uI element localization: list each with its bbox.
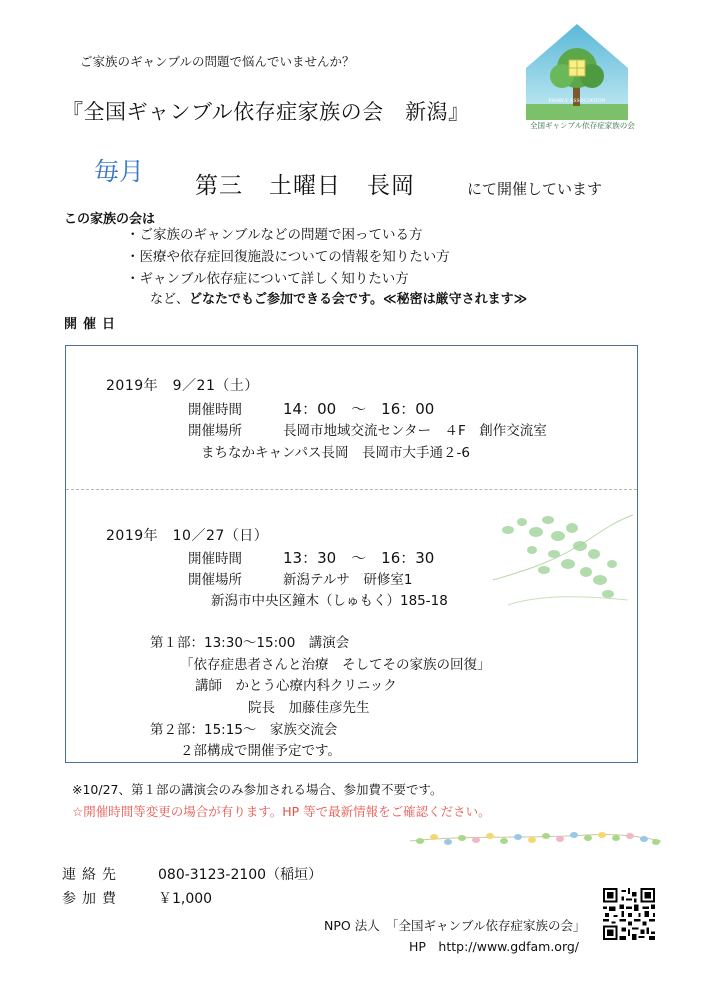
event-venue: 長岡市地域交流センター ４F 創作交流室: [283, 423, 547, 439]
intro-closing: [150, 288, 527, 307]
schedule-suffix: にて開催しています: [467, 180, 603, 198]
venue-label: 開催場所: [188, 423, 242, 439]
program-line: 第１部：13:30～15:00 講演会: [150, 635, 350, 651]
fee-note: ※10/27、第１部の講演会のみ参加される場合、参加費不要です。: [72, 782, 443, 797]
event-date: 2019年 10／27（日）: [106, 528, 269, 544]
dates-heading: 開催日: [64, 317, 122, 332]
schedule-main: [195, 167, 441, 200]
logo-caption: 全国ギャンブル依存症家族の会: [530, 121, 635, 130]
intro-heading: この家族の会は: [64, 212, 156, 227]
event-divider: [66, 489, 637, 490]
fee-label: 参加費: [62, 891, 122, 907]
bullet-item: ・ ギャンブル依存症について詳しく知りたい方: [126, 268, 450, 290]
contact-value: 080-3123-2100（稲垣）: [158, 867, 323, 883]
schedule-frequency: 毎月: [94, 157, 145, 186]
program-line: 院長 加藤佳彦先生: [248, 700, 370, 716]
fee-value: ￥1,000: [158, 891, 213, 907]
program-line: 「依存症患者さんと治療 そしてその家族の回復」: [180, 657, 491, 673]
event-address: 新潟市中央区鐘木（しゅもく）185-18: [211, 593, 448, 609]
fee-row: [62, 888, 212, 908]
intro-bullets: [126, 224, 450, 290]
logo-badge-text: FAMILY ASSOCIATION: [548, 98, 606, 104]
tagline: ご家族のギャンブルの問題で悩んでいませんか？: [80, 54, 355, 69]
program-line: 講師 かとう心療内科クリニック: [195, 678, 397, 694]
event-address: まちなかキャンパス長岡 長岡市大手通２-6: [201, 445, 471, 461]
qr-code-icon[interactable]: [603, 888, 655, 940]
closing-prefix: など、: [150, 292, 190, 307]
schedule-place: 長岡: [367, 173, 415, 199]
contact-row: [62, 864, 322, 884]
schedule-week: 第三: [195, 173, 243, 199]
closing-bold: どなたでもご参加できる会です。≪秘密は厳守されます≫: [189, 292, 528, 307]
event-venue-row: [188, 568, 412, 588]
footer-org: NPO 法人 「全国ギャンブル依存症家族の会」: [324, 918, 586, 933]
change-note: ☆開催時間等変更の場合が有ります。HP 等で最新情報をご確認ください。: [72, 804, 491, 819]
event-time-row: [188, 398, 434, 419]
time-label: 開催時間: [188, 551, 242, 567]
program-line: 第２部：15:15～ 家族交流会: [150, 722, 338, 738]
schedule-day: 土曜日: [269, 173, 341, 199]
leaves-decoration-icon: [488, 510, 638, 610]
time-label: 開催時間: [188, 402, 242, 418]
program-line: ２部構成で開催予定です。: [180, 743, 341, 759]
event-venue-row: [188, 419, 547, 439]
page-title: 『全国ギャンブル依存症家族の会 新潟』: [62, 100, 470, 124]
footer-hp-link[interactable]: HP http://www.gdfam.org/: [409, 939, 580, 954]
event-venue: 新潟テルサ 研修室1: [283, 572, 413, 588]
event-time: 14：00 ～ 16：00: [283, 400, 435, 418]
contact-label: 連絡先: [62, 867, 122, 883]
house-tree-logo-icon: [522, 20, 632, 128]
bullet-item: ・ 医療や依存症回復施設についての情報を知りたい方: [126, 246, 450, 268]
event-time-row: [188, 547, 434, 568]
event-date: 2019年 9／21（土）: [106, 378, 259, 394]
event-time: 13：30 ～ 16：30: [283, 549, 435, 567]
bullet-item: ・ ご家族のギャンブルなどの問題で困っている方: [126, 224, 450, 246]
venue-label: 開催場所: [188, 572, 242, 588]
garland-decoration-icon: [408, 825, 663, 857]
